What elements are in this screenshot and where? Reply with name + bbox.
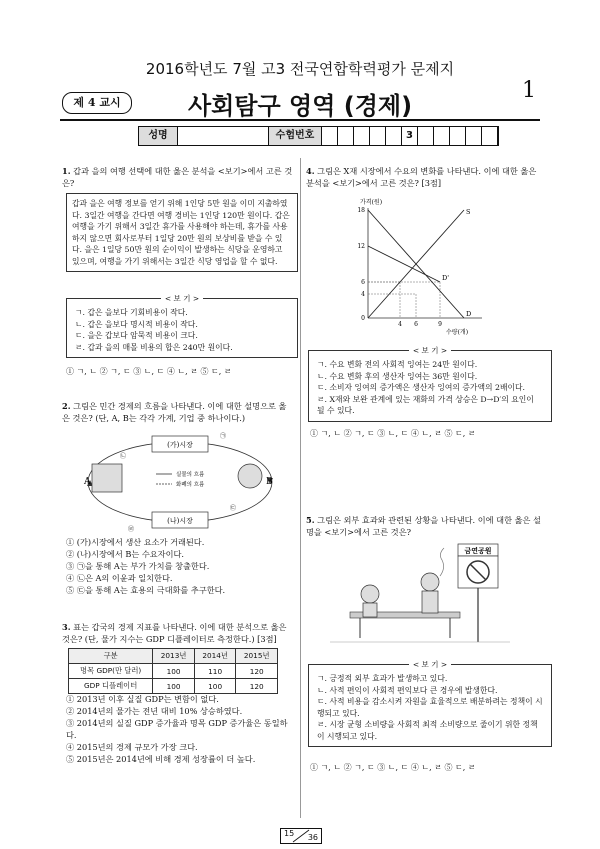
header-rule [60,119,540,121]
exam-header-title: 2016학년도 7월 고3 전국연합학력평가 문제지 [145,60,455,78]
choice[interactable]: ③ ㉠을 통해 A는 부가 가치를 창출한다. [66,561,210,571]
household-person-icon [238,464,262,488]
x-tick-label: 6 [414,321,418,328]
child-figure [361,585,379,603]
y-axis-label: 가격(원) [360,199,383,206]
exam-number-cell[interactable] [466,127,482,145]
choice[interactable]: ③ 2014년의 실질 GDP 증가율과 명목 GDP 증가율은 동일하다. [66,718,288,740]
choice[interactable]: ④ ㉡은 A의 이윤과 일치한다. [66,573,173,583]
exam-number-cell-prefilled: 3 [402,127,418,145]
exam-number-cell[interactable] [450,127,466,145]
q5-choices[interactable]: ① ㄱ, ㄴ ② ㄱ, ㄷ ③ ㄴ, ㄷ ④ ㄴ, ㄹ ⑤ ㄷ, ㄹ [310,763,476,772]
label-b: B [266,477,273,487]
table-header-row: 구분 2013년 2014년 2015년 [69,649,278,664]
table-row: GDP 디플레이터 100 100 120 [69,679,278,694]
column-divider [300,158,301,818]
circular-flow-diagram [80,432,280,532]
q2-stem: 2. 그림은 민간 경제의 흐름을 나타낸다. 이에 대한 설명으로 옳은 것은? (단, A, B는 각각 가계, 기업 중 하나이다.) [62,401,287,423]
exam-number-cell[interactable] [354,127,370,145]
q3-choices [66,693,292,765]
exam-number-cell[interactable] [418,127,434,145]
market-na-label: (나)시장 [167,517,193,525]
supply-demand-chart [350,196,490,336]
q1-stem: 1. 갑과 을의 여행 선택에 대한 옳은 분석을 <보기>에서 고른 것은? [62,166,293,188]
page-footer [280,828,322,844]
x-axis-label: 수량(개) [446,329,469,336]
flow-label: ㉠ [220,433,227,440]
market-ga-label: (가)시장 [167,441,193,449]
flow-label: ㉢ [230,505,237,512]
choice[interactable]: ① 2013년 이후 실질 GDP는 변함이 없다. [66,694,219,704]
bogi-title: < 보 기 > [409,346,451,355]
bogi-item: ㄹ. 갑과 을의 매몰 비용의 합은 240만 원이다. [75,342,233,352]
bogi-title: < 보 기 > [409,660,451,669]
exam-number-cell[interactable] [370,127,386,145]
q3-stem: 3. 표는 갑국의 경제 지표를 나타낸다. 이에 대한 분석으로 옳은 것은? (단, 물가 지수는 GDP 디플레이터로 측정한다.) [3점] [62,622,287,644]
smoke-icon [440,548,444,576]
choice[interactable]: ⑤ ㉢을 통해 A는 효용의 극대화를 추구한다. [66,585,226,595]
bogi-item: ㄴ. 갑은 을보다 명시적 비용이 작다. [75,319,198,329]
q5-stem: 5. 그림은 외부 효과와 관련된 상황을 나타낸다. 이에 대한 옳은 설명을 <보기>에서 고른 것은? [306,515,541,537]
bogi-item: ㄱ. 수요 변화 전의 사회적 잉여는 24만 원이다. [317,360,478,369]
legend-money-flow: 화폐의 흐름 [176,482,205,488]
q1-passage: 갑과 을은 여행 정보를 얻기 위해 1인당 5만 원을 이미 지출하였다. 3일간 여행을 간다면 여행 경비는 1인당 120만 원이다. 갑은 여행을 가기 위해서 3일간 휴가를 사용해야 하는데, 휴가를 사용하지 않으면 회사로부터 1일당 20만 원의 보상비를 받을 수 있다. 을은 1일당 50만 원의 순이익이 발생하는 식당을 운영하고 있으며, 여행을 가기 위해서는 3일간 식당 영업을 할 수 없다. [66,193,298,272]
q4-stem: 4. 그림은 X재 시장에서 수요의 변화를 나타낸다. 이에 대한 옳은 분석을 <보기>에서 고른 것은? [3점] [306,166,537,188]
exam-number-cell[interactable] [338,127,354,145]
flow-label: ㉣ [128,526,135,532]
smoker-figure [421,573,439,591]
series-label: D [466,310,472,318]
exam-number-cell[interactable] [386,127,402,145]
no-smoking-sign-text: 금연공원 [464,546,492,555]
bogi-title: < 보 기 > [161,294,203,303]
bogi-item: ㄷ. 소비자 잉여의 증가액은 생산자 잉여의 증가액의 2배이다. [317,383,526,392]
choice[interactable]: ① (가)시장에서 생산 요소가 거래된다. [66,537,205,547]
x-tick-label: 9 [438,321,442,328]
period-badge: 제 4 교시 [62,92,132,114]
y-tick-label: 6 [361,279,365,286]
y-tick-label: 4 [361,291,365,298]
bogi-item: ㄴ. 사적 편익이 사회적 편익보다 큰 경우에 발생한다. [317,685,498,695]
q3-table [68,648,278,694]
q5-park-illustration [330,542,510,652]
label-a: A [84,477,91,487]
q1-choices[interactable]: ① ㄱ, ㄴ ② ㄱ, ㄷ ③ ㄴ, ㄷ ④ ㄴ, ㄹ ⑤ ㄷ, ㄹ [66,367,232,376]
choice[interactable]: ④ 2015년의 경제 규모가 가장 크다. [66,742,198,752]
bogi-item: ㄱ. 갑은 을보다 기회비용이 작다. [75,308,188,317]
firm-building-icon [92,464,122,492]
exam-number-cell[interactable] [482,127,498,145]
y-tick-label: 12 [357,243,365,250]
bogi-item: ㄱ. 긍정적 외부 효과가 발생하고 있다. [317,674,448,683]
y-tick-label: 0 [361,315,365,322]
footer-page: 15 [284,829,295,838]
name-label: 성명 [139,127,178,145]
subject-title: 사회탐구 영역 (경제) [187,92,413,120]
footer-total: 36 [307,833,318,842]
q4-bogi-box [308,346,552,422]
exam-number-label: 수험번호 [269,127,322,145]
legend-real-flow: 실물의 흐름 [176,472,205,478]
table-row: 명목 GDP(만 달러) 100 110 120 [69,664,278,679]
series-label: D' [442,274,449,282]
choice[interactable]: ② 2014년의 물가는 전년 대비 10% 상승하였다. [66,706,243,716]
q1-bogi-box [66,294,298,358]
q4-choices[interactable]: ① ㄱ, ㄴ ② ㄱ, ㄷ ③ ㄴ, ㄷ ④ ㄴ, ㄹ ⑤ ㄷ, ㄹ [310,429,476,438]
flow-label: ㉡ [120,453,127,460]
y-tick-label: 18 [357,207,365,214]
bogi-item: ㄴ. 수요 변화 후의 생산자 잉여는 36만 원이다. [317,371,478,381]
x-tick-label: 4 [398,321,402,328]
name-field[interactable] [178,127,269,145]
bogi-item: ㄷ. 사적 비용을 감소시켜 자원을 효율적으로 배분하려는 정책이 시행되고 있다. [317,697,543,718]
page-number: 1 [522,78,536,103]
choice[interactable]: ⑤ 2015년은 2014년에 비해 경제 성장률이 더 높다. [66,754,256,764]
bogi-item: ㄷ. 을은 갑보다 암묵적 비용이 크다. [75,331,198,340]
bogi-item: ㄹ. 시장 균형 소비량을 사회적 최적 소비량으로 줄이기 위한 정책이 시행되고 있다. [317,720,538,741]
q5-bogi-box [308,660,552,747]
exam-number-cell[interactable] [434,127,450,145]
q2-choices [66,536,225,596]
exam-number-cell[interactable] [322,127,338,145]
student-info-bar [138,126,499,146]
series-line [368,246,440,282]
choice[interactable]: ② (나)시장에서 B는 수요자이다. [66,549,185,559]
bogi-item: ㄹ. X재와 보완 관계에 있는 재화의 가격 상승은 D→D′의 요인이 될 수 있다. [317,394,534,415]
series-label: S [466,208,471,216]
